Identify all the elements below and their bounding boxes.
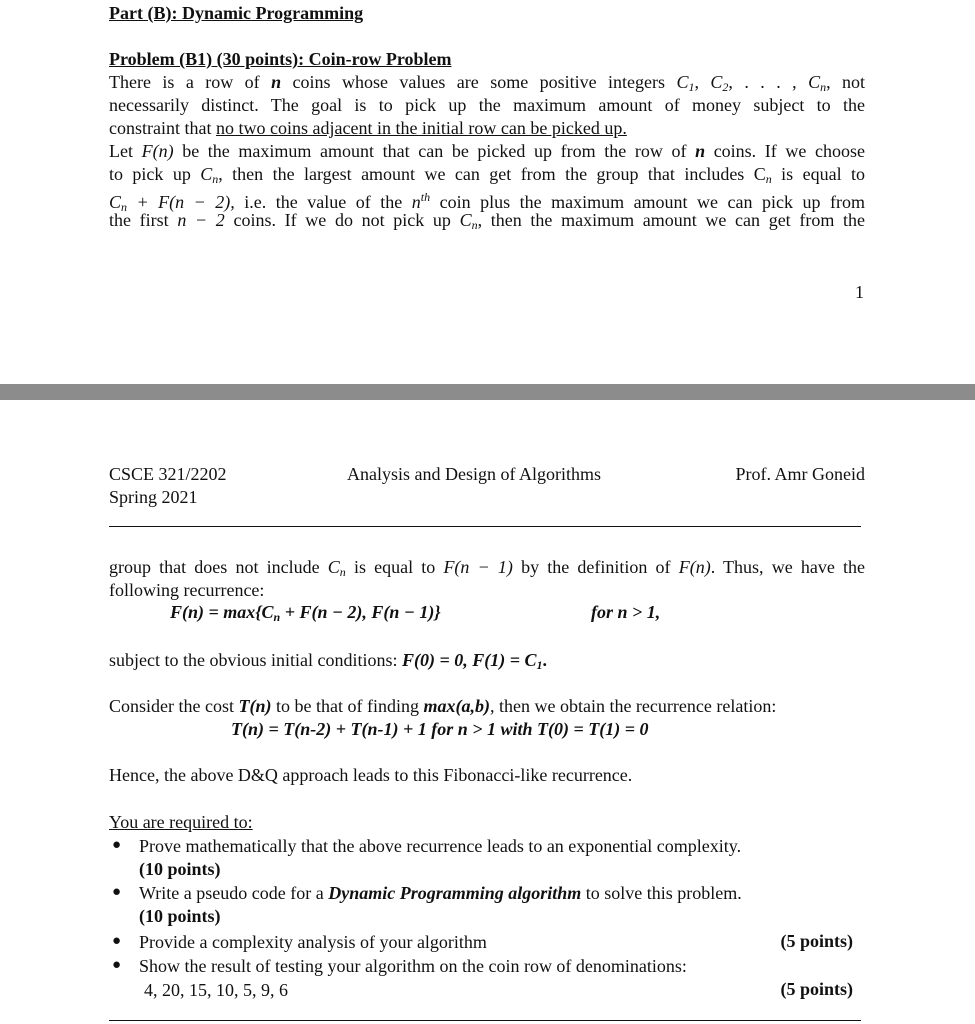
paragraph-2-line-4: the first n − 2 coins. If we do not pick up $C_n$, then the maximum amount we can get from the [109,210,865,232]
task-1: Prove mathematically that the above recurrence leads to an exponential complexity. [139,836,742,856]
footer-rule [109,1020,861,1021]
coin-denominations: 4, 20, 15, 10, 5, 9, 6 [144,980,288,1000]
bullet-4: ● [112,957,122,973]
task-2: Write a pseudo code for a Dynamic Programming algorithm to solve this problem. [139,883,742,903]
paragraph-2-line-1: Let F(n) be the maximum amount that can be picked up from the row of n coins. If we choose [109,141,865,161]
task-1-points: (10 points) [139,859,221,879]
task-2-points: (10 points) [139,906,221,926]
problem-title: Problem (B1) (30 points): Coin-row Problem [109,49,452,69]
paragraph-1-line-3: constraint that no two coins adjacent in the initial row can be picked up. [109,118,627,138]
continuation-line-2: following recurrence: [109,580,265,600]
header-term: Spring 2021 [109,487,198,507]
paragraph-2-line-3: $C_n + F(n - 2)$, i.e. the value of the $n^{th}$ coin plus the maximum amount we can pick up from [109,190,866,214]
paragraph-1-line-1: There is a row of n coins whose values are some positive integers $C_1$, $C_2$, . . . , $C_n$, not [109,72,866,94]
header-course: CSCE 321/2202 [109,464,227,484]
task-4: Show the result of testing your algorithm on the coin row of denominations: [139,956,687,976]
task-3-points: (5 points) [780,931,853,951]
task-4-points: (5 points) [780,979,853,999]
header-professor: Prof. Amr Goneid [735,464,865,484]
bullet-1: ● [112,837,122,853]
hence-sentence: Hence, the above D&Q approach leads to this Fibonacci-like recurrence. [109,765,633,785]
paragraph-1-line-2: necessarily distinct. The goal is to pick up the maximum amount of money subject to the [109,95,865,115]
cost-intro: Consider the cost T(n) to be that of finding max(a,b), then we obtain the recurrence relation: [109,696,777,716]
part-title: Part (B): Dynamic Programming [109,3,364,23]
task-3: Provide a complexity analysis of your algorithm [139,932,487,952]
continuation-line-1: group that does not include $C_n$ is equal to F(n − 1) by the definition of F(n). Thus, we have the [109,557,865,579]
cost-recurrence: T(n) = T(n-2) + T(n-1) + 1 for n > 1 with T(0) = T(1) = 0 [231,719,649,739]
requirements-heading: You are required to: [109,812,253,832]
bullet-2: ● [112,884,122,900]
initial-conditions: subject to the obvious initial conditions: F(0) = 0, $F(1) = C_1$. [109,650,547,672]
header-subject: Analysis and Design of Algorithms [347,464,601,484]
bullet-3: ● [112,933,122,949]
recurrence-formula: $F(n) = \max\{C_n + F(n - 2)$, F(n − 1)} [170,602,441,624]
header-rule [109,526,861,527]
page-break-divider [0,384,975,400]
page-number: 1 [855,282,864,302]
recurrence-condition: for n > 1, [591,602,661,622]
paragraph-2-line-2: to pick up $C_n$, then the largest amount we can get from the group that includes $C_n$ is equal to [109,164,865,186]
